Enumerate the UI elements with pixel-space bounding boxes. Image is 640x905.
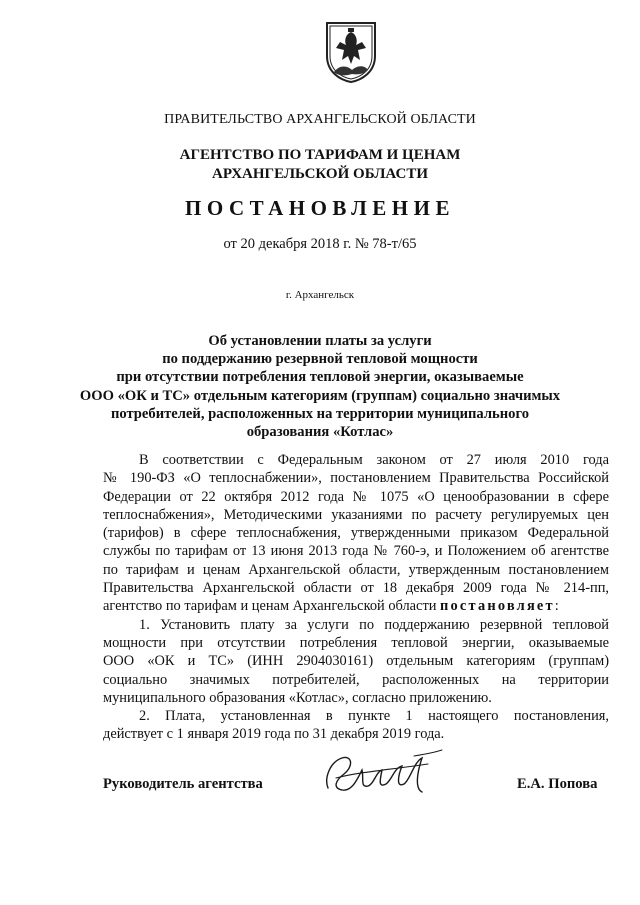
government-name: ПРАВИТЕЛЬСТВО АРХАНГЕЛЬСКОЙ ОБЛАСТИ [164, 112, 476, 127]
date-and-number: от 20 декабря 2018 г. № 78-т/65 [223, 236, 417, 252]
handwritten-signature-icon [318, 748, 448, 802]
document-body [103, 451, 609, 744]
body-line: ООО «ОК и ТС» (ИНН 2904030161) отдельным категориям (группам) [103, 653, 609, 670]
item-2-paragraph [103, 707, 609, 744]
body-line: муниципального образования «Котлас», согласно приложению. [103, 689, 492, 706]
decree-word: постановляет [440, 598, 555, 615]
subject-line: ООО «ОК и ТС» отдельным категориям (группам) социально значимых [79, 387, 561, 404]
body-line: 2. Плата, установленная в пункте 1 настоящего постановления, [139, 708, 609, 725]
document-subject [0, 332, 640, 441]
body-line: № 190-ФЗ «О теплоснабжении», постановлением Правительства Российской [103, 470, 609, 487]
city-name: г. Архангельск [285, 289, 355, 301]
agency-name [0, 146, 640, 184]
preamble-paragraph [103, 451, 609, 616]
agency-name-line: АРХАНГЕЛЬСКОЙ ОБЛАСТИ [212, 166, 428, 182]
subject-line: образования «Котлас» [246, 424, 394, 441]
body-line: теплоснабжения», Методическими указаниями по расчету регулируемых цен [103, 506, 609, 523]
body-line: социально значимых потребителей, расположенных на территории [103, 671, 609, 688]
subject-line: по поддержанию резервной тепловой мощности [162, 351, 478, 368]
signatory-role: Руководитель агентства [103, 776, 263, 792]
body-line: Федерации от 22 октября 2012 года № 1075 «О ценообразовании в сфере [103, 488, 609, 505]
subject-line: при отсутствии потребления тепловой энергии, оказываемые [116, 369, 524, 386]
signatory-name: Е.А. Попова [517, 776, 598, 792]
body-line: В соответствии с Федеральным законом от 27 июля 2010 года [139, 452, 609, 468]
body-line: по тарифам и ценам Архангельской области, утвержденным постановлением [103, 561, 609, 578]
document-type-title: ПОСТАНОВЛЕНИЕ [185, 196, 455, 220]
decree-colon: : [554, 598, 559, 615]
body-line: Правительства Архангельской области от 18 декабря 2009 года № 214-пп, [103, 580, 609, 597]
body-line: службы по тарифам от 13 июня 2013 года № 760-э, и Положением об агентстве [103, 543, 609, 560]
body-line: мощности при отсутствии потребления тепловой энергии, оказываемые [103, 634, 609, 651]
body-line: 1. Установить плату за услуги по поддержанию резервной тепловой [139, 616, 609, 633]
coat-of-arms-icon [324, 20, 378, 84]
body-line: действует с 1 января 2019 года по 31 декабря 2019 года. [103, 726, 445, 743]
agency-name-line: АГЕНТСТВО ПО ТАРИФАМ И ЦЕНАМ [179, 147, 461, 163]
preamble-final-text: агентство по тарифам и ценам Архангельской области [103, 598, 437, 615]
subject-line: потребителей, расположенных на территории муниципального [110, 405, 530, 422]
item-1-paragraph [103, 616, 609, 707]
subject-line: Об установлении платы за услуги [208, 333, 432, 349]
body-line: (тарифов) в сфере теплоснабжения, утвержденными приказом Федеральной [103, 525, 609, 542]
body-line [103, 597, 609, 615]
